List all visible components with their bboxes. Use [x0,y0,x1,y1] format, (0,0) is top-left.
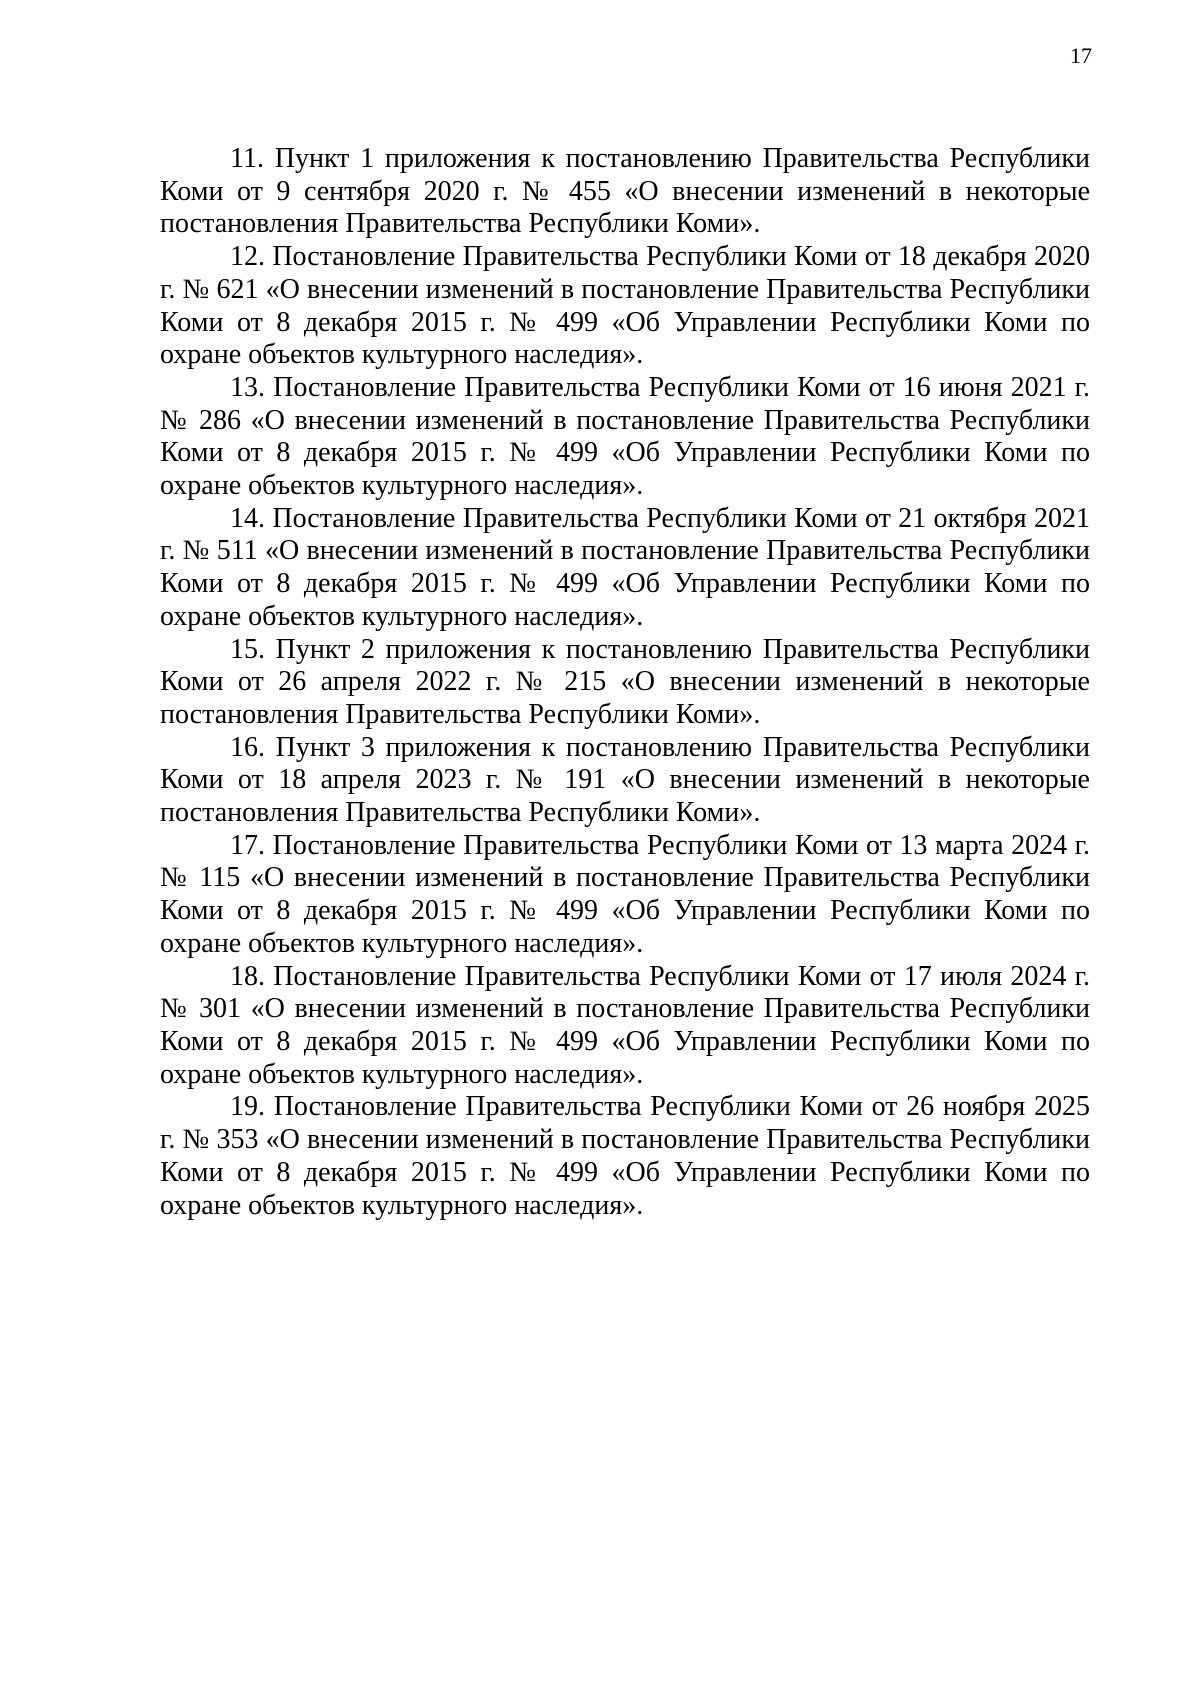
item-number: 17. [230,829,265,861]
item-number: 12. [230,241,265,273]
list-item [160,732,1090,830]
item-text: Пункт 2 приложения к постановлению Правительства Республики Коми от 26 апреля 2022 г. № 215 «О внесении изменений в некоторые постановления Правительства Республики Коми». [160,633,1091,730]
item-number: 15. [230,633,265,665]
item-text: Постановление Правительства Республики Коми от 16 июня 2021 г. № 286 «О внесении изменений в постановление Правительства Республики Коми от 8 декабря 2015 г. № 499 «Об Управлении Республики Коми по охране объектов культурного наследия». [160,371,1091,502]
list-item [160,830,1090,961]
list-item [160,241,1090,372]
page-number: 17 [1070,43,1092,68]
item-text: Постановление Правительства Республики Коми от 18 декабря 2020 г. № 621 «О внесении изменений в постановление Правительства Республики Коми от 8 декабря 2015 г. № 499 «Об Управлении Республики Коми по охране объектов культурного наследия». [160,241,1090,371]
item-text: Постановление Правительства Республики Коми от 21 октября 2021 г. № 511 «О внесении изменений в постановление Правительства Республики Коми от 8 декабря 2015 г. № 499 «Об Управлении Республики Коми по охране объектов культурного наследия». [160,502,1091,632]
list-item [160,634,1090,732]
item-text: Пункт 3 приложения к постановлению Правительства Республики Коми от 18 апреля 2023 г. № 191 «О внесении изменений в некоторые постановления Правительства Республики Коми». [160,731,1091,829]
item-number: 11. [230,143,264,174]
item-text: Постановление Правительства Республики Коми от 26 ноября 2025 г. № 353 «О внесении изменений в постановление Правительства Республики Коми от 8 декабря 2015 г. № 499 «Об Управлении Республики Коми по охране объектов культурного наследия». [160,1091,1090,1221]
item-number: 13. [230,371,265,403]
document-body [160,143,1090,1222]
list-item [160,1091,1090,1222]
item-text: Постановление Правительства Республики Коми от 13 марта 2024 г. № 115 «О внесении изменений в постановление Правительства Республики Коми от 8 декабря 2015 г. № 499 «Об Управлении Республики Коми по охране объектов культурного наследия». [160,829,1091,959]
item-number: 18. [230,960,265,992]
item-text: Пункт 1 приложения к постановлению Правительства Республики Коми от 9 сентября 2020 г. № 455 «О внесении изменений в некоторые постановления Правительства Республики Коми». [160,143,1090,240]
item-number: 16. [230,731,265,763]
list-item [160,372,1090,503]
list-item [160,503,1090,634]
item-text: Постановление Правительства Республики Коми от 17 июля 2024 г. № 301 «О внесении изменений в постановление Правительства Республики Коми от 8 декабря 2015 г. № 499 «Об Управлении Республики Коми по охране объектов культурного наследия». [160,960,1090,1090]
item-number: 19. [230,1091,265,1123]
item-number: 14. [230,502,265,534]
list-item [160,143,1090,241]
list-item [160,961,1090,1092]
